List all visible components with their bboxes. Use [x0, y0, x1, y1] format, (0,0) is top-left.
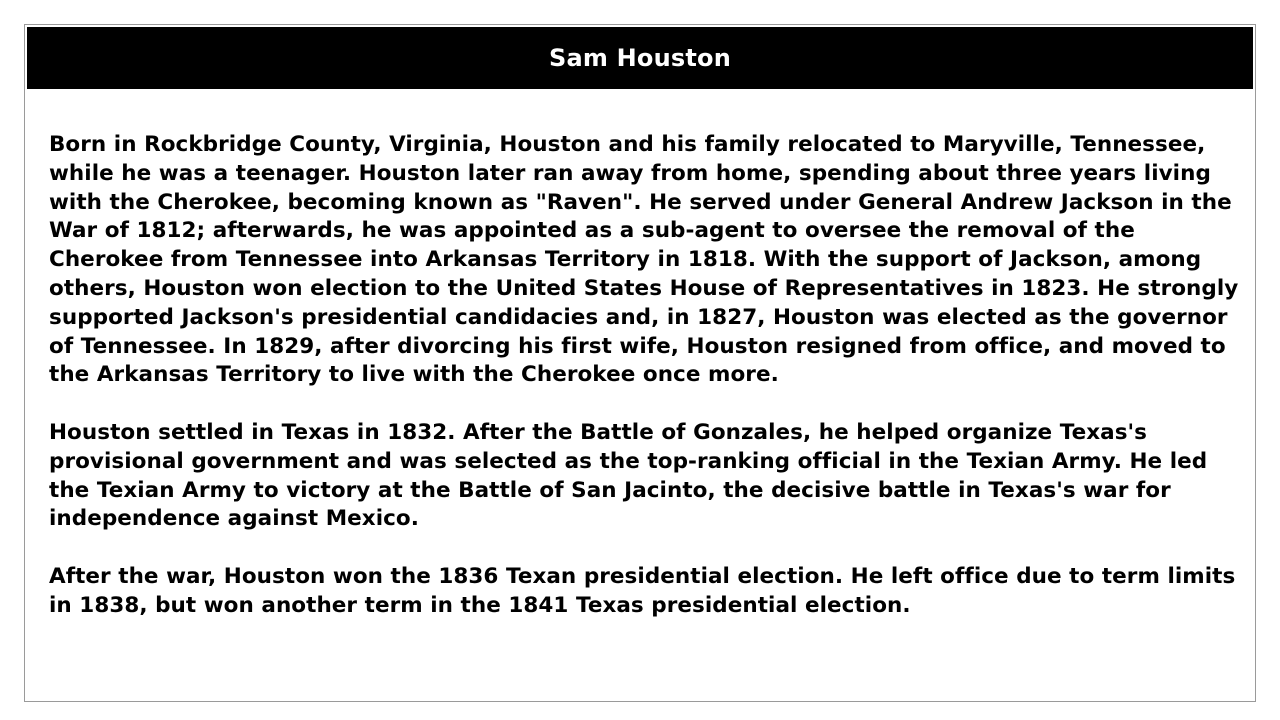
paragraph-early-life: Born in Rockbridge County, Virginia, Houston and his family relocated to Maryville, Tennessee, while he was a teenager. Houston later ran away from home, spending about three years living with the Cherokee, becoming known as "Raven". He served under General Andrew Jackson in the War of 1812; afterwards, he was appointed as a sub-agent to oversee the removal of the Cherokee from Tennessee into Arkansas Territory in 1818. With the support of Jackson, among others, Houston won election to the United States House of Representatives in 1823. He strongly supported Jackson's presidential candidacies and, in 1827, Houston was elected as the governor of Tennessee. In 1829, after divorcing his first wife, Houston resigned from office, and moved to the Arkansas Territory to live with the Cherokee once more.: [49, 132, 1239, 388]
paragraph-texas: Houston settled in Texas in 1832. After the Battle of Gonzales, he helped organize Texas's provisional government and was selected as the top-ranking official in the Texian Army. He led the Texian Army to victory at the Battle of San Jacinto, the decisive battle in Texas's war for independence against Mexico.: [49, 419, 1208, 532]
document-body: [49, 131, 1239, 649]
document-frame: [24, 24, 1256, 702]
paragraph-presidency: After the war, Houston won the 1836 Texan presidential election. He left office due to term limits in 1838, but won another term in the 1841 Texas presidential election.: [49, 563, 1236, 618]
page-title: Sam Houston: [548, 44, 732, 72]
title-bar: [27, 27, 1253, 89]
